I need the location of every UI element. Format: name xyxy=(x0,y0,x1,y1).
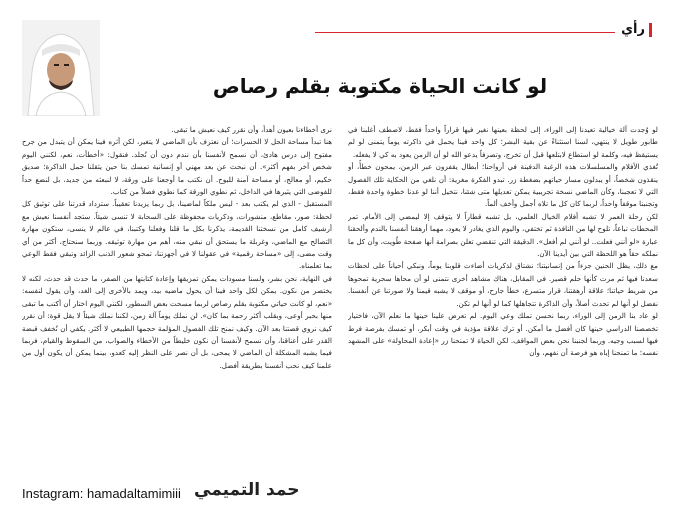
paragraph: في النهاية، نحن بشر، ولسنا مسودات يمكن تمزيقها وإعادة كتابتها من الصفر، ما حدث قد حدث، لكنه لا يختصر من نكون. يمكن لكل واحد فينا أن يحول ماضيه بيد، ويمد بالأخرى إلى الغد، وأن يقول لنفسه: «نعم، لو كانت حياتي مكتوبة بقلم رصاص لربما مسحت بعض السطور، لكنني اليوم اختار أن أكتب ما تبقى منها بحبر أوعى، وبقلب أكثر رحمة بما كان». لن نملك يوماً آلة زمن، لكننا نملك شيئاً لا يقل قوة: أن نقرر كيف نروي قصتنا بعد الآن. وكيف نمنح تلك الفصول المؤلمة حجمها الطبيعي لا أكثر. يكفي أن نُخفف قبضة القدر على أعناقنا، وأن نسمح لأنفسنا أن نكون خليطاً من الأخطاء والصواب، من السقوط والقيام، فربما فيما يشبه المشكلة أن الماضي لا يمحى، بل أن نصر على النظر إليه كعدو، بينما يمكن أن يكون أول من علمنا كيف نحب أنفسنا بطريقة أفضل. xyxy=(22,273,332,370)
paragraph: هنا تبدأ مساحة الحل لا الحسرات؛ أن نعترف بأن الماضي لا يتغير، لكن أثره فينا يمكن أن يتبدل من جرح مفتوح إلى درس هادئ، أن نسمح لأنفسنا بأن نندم دون أن نُجلد. فنقول: «أخطأت، نعم، لكنني اليوم شخص آخر بفهم أكثر». أن نبحث عن بعد مهني أو إنسانية تمسك بنا حين يثقلنا حمل الذاكرة؛ صديق حكيم، أو معالج، أو مساحة آمنة للبوح. أن نكتب ما أوجعنا على ورقة، لا لنبعثه من جديد، بل لنضع حداً للفوضى التي يثيرها في الداخل، ثم نطوي الورقة كما نطوي فصلاً من كتاب. xyxy=(22,137,332,197)
paragraph: لكن رحلة العمر لا تشبه أفلام الخيال العلمي، بل تشبه قطاراً لا يتوقف إلا ليمضي إلى الأمام. تمر المحطات تباعاً، تلوح لها من النافذة ثم تختفي، واليوم الذي يغادر لا يعود، مهما أرهقنا أنفسنا بالندم وألحقنا عبارة «لو أنني فعلت.. لو أنني لم أفعل». الدقيقة التي تنقضي تعلن بصرامة أنها صفحة طُويت، وأن كل ما نملكه حقاً هو اللحظة التي بين أيدينا الآن. xyxy=(348,211,658,259)
instagram-handle: Instagram: hamadaltamimiii xyxy=(22,486,181,501)
section-label: رأي xyxy=(621,22,645,37)
article-body xyxy=(22,124,658,469)
section-marker xyxy=(649,23,652,37)
left-column xyxy=(22,124,332,469)
paragraph: مع ذلك، يظل الحنين جزءاً من إنسانيتنا؛ نشتاق لذكريات أضاءت قلوبنا يوماً، ونبكي أحياناً على لحظات سعدنا فيها ثم مرت كأنها حلم قصير. في المقابل، هناك مشاهد أخرى نتمنى لو أن محاها سحرية تمحوها من شريط حياتنا؛ علاقة أرهقتنا، قرار متسرع، خطأ جارح، أو موقف لا يشبه قيمنا ولا صورتنا عن أنفسنا. نفضل لو أنها لم تحدث أصلاً، وأن الذاكرة تتجاهلها كما لو أنها لم تكن. xyxy=(348,261,658,308)
paragraph: نرى أخطاءنا بعيون أهدأ، وأن نقرر كيف نعيش ما تبقى. xyxy=(171,125,332,134)
paragraph: المستقبل - الذي لم يكتب بعد - ليس ملكاً لماضينا، بل ربما يزيدنا تعقيباً. ستزداد قدرتنا على توثيق كل لحظة: صور، مقاطع، منشورات، وذكريات محفوظة على السحابة لا تنسى شيئاً. ستجد أنفسنا نعيش مع أرشيف كامل من نسختنا القديمة، يذكرنا بكل ما قلنا وفعلنا وكتبنا، في عالم لا ينسى، ستكون مهارة التصالح مع الماضي، وغربلة ما يستحق أن نبقي منه، أهم من مهارة توثيقه. وربما سنحتاج، أكثر من أي وقت مضى، إلى «مساحة رقمية» في عقولنا لا في أجهزتنا، تمحو شعور الذنب الزائد وتبقي فقط الوعي بما تعلمناه. xyxy=(22,199,332,271)
author-signature: حمد التميمي xyxy=(194,480,300,500)
footer xyxy=(22,480,658,510)
paragraph: لو وُجدت آلة خيالية تعيدنا إلى الوراء، إلى لحظة بعينها نغير فيها قراراً واحداً فقط، لاصطف أغلبنا في طابور طويل لا ينتهي، لسنا استثناءً عن بقية البشر؛ كل واحد فينا يحمل في ذاكرته يوماً يتمنى لو لم يستيقظ فيه، وكلمة لو استطاع لابتلعها قبل أن تخرج، وتصرفاً يدعو الله لو أن الزمن يعود به كي لا يفعله. xyxy=(348,125,658,159)
right-column xyxy=(348,124,658,469)
paragraph: لو عاد بنا الزمن إلى الوراء، ربما نحسن تملك وعي اليوم. لم تعرض علينا حينها ما نعلم الآن، فاختيار تخصصنا الدراسي حينها كان أفضل ما أمكن. أو ترك علاقة مؤذية في وقت أبكر، أو تمسك بفرصة فرط فيها لسبب وجيه. وربما لجنبنا نحن بعض المواقف. لكن الحياة لا تمنحنا زر «إعادة المحاولة» على المشهد نفسه؛ ما تمنحنا إياه هو فرصة أن نفهم، وأن xyxy=(348,311,658,358)
section-tag xyxy=(315,22,652,37)
article-headline: لو كانت الحياة مكتوبة بقلم رصاص xyxy=(212,74,548,98)
section-rule xyxy=(315,32,615,33)
paragraph: تُغذي الأفلام والمسلسلات هذه الرغبة الدفينة في أرواحنا؛ أبطال يقفزون عبر الزمن، يمحون خطأً، أو ينقذون شخصاً، أو يبدلون مسار حياتهم بضغطة زر. تبدو الفكرة مغرية: أن نلغي من الحكاية تلك الفصول التي لا تعجبنا، وكأن الماضي نسخة تجريبية يمكن تعديلها متى شئنا، نتخيل أننا لو عدنا خطوة واحدة فقط، وتجنبنا موقفاً واحداً، لربما كان كل ما تلاه أجمل وأخف ألماً. xyxy=(348,162,658,209)
author-photo xyxy=(22,20,100,116)
